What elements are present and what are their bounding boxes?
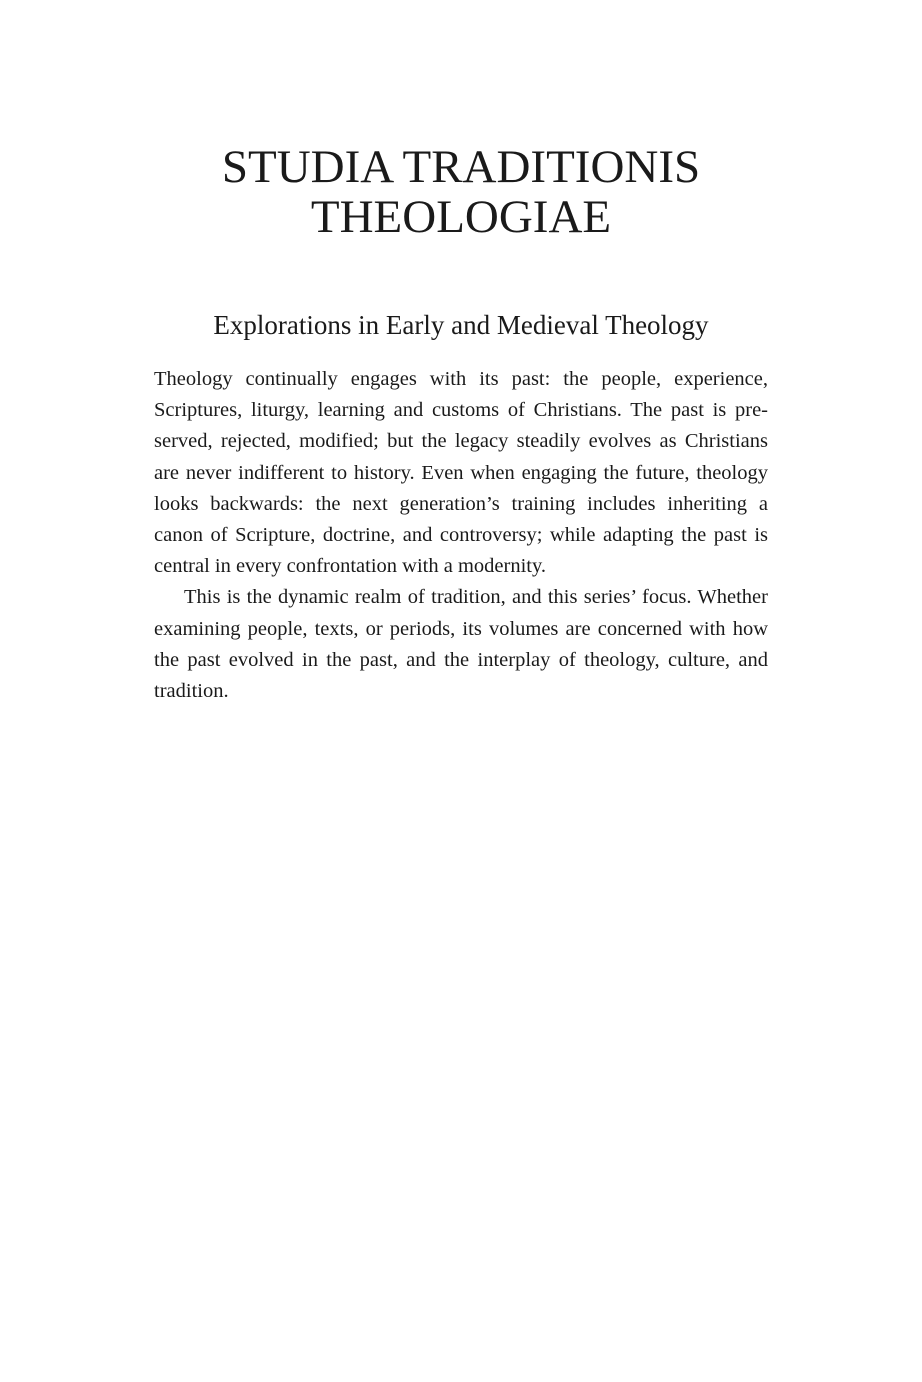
- series-title-line-1: STUDIA TRADITIONIS: [221, 141, 701, 193]
- description-paragraph-1: Theology continually engages with its past: the people, experience, Scriptures, liturgy, learning and customs of Christians. The past is preserved, rejected, modified; but the legacy steadily evolves as Christians are never indifferent to history. Even when engaging the future, theology looks backwards: the next generation’s training includes inheriting a canon of Scripture, doctrine, and controversy; while adapting the past is central in every confrontation with a modernity.: [154, 368, 768, 578]
- series-description: [154, 364, 768, 707]
- series-subtitle: Explorations in Early and Medieval Theology: [213, 310, 709, 340]
- series-title: [100, 142, 822, 242]
- description-paragraph-2: This is the dynamic realm of tradition, and this series’ focus. Whether examining people, texts, or periods, its volumes are concerned with how the past evolved in the past, and the interplay of theology, culture, and tradition.: [154, 586, 768, 703]
- series-title-line-2: THEOLOGIAE: [310, 191, 612, 243]
